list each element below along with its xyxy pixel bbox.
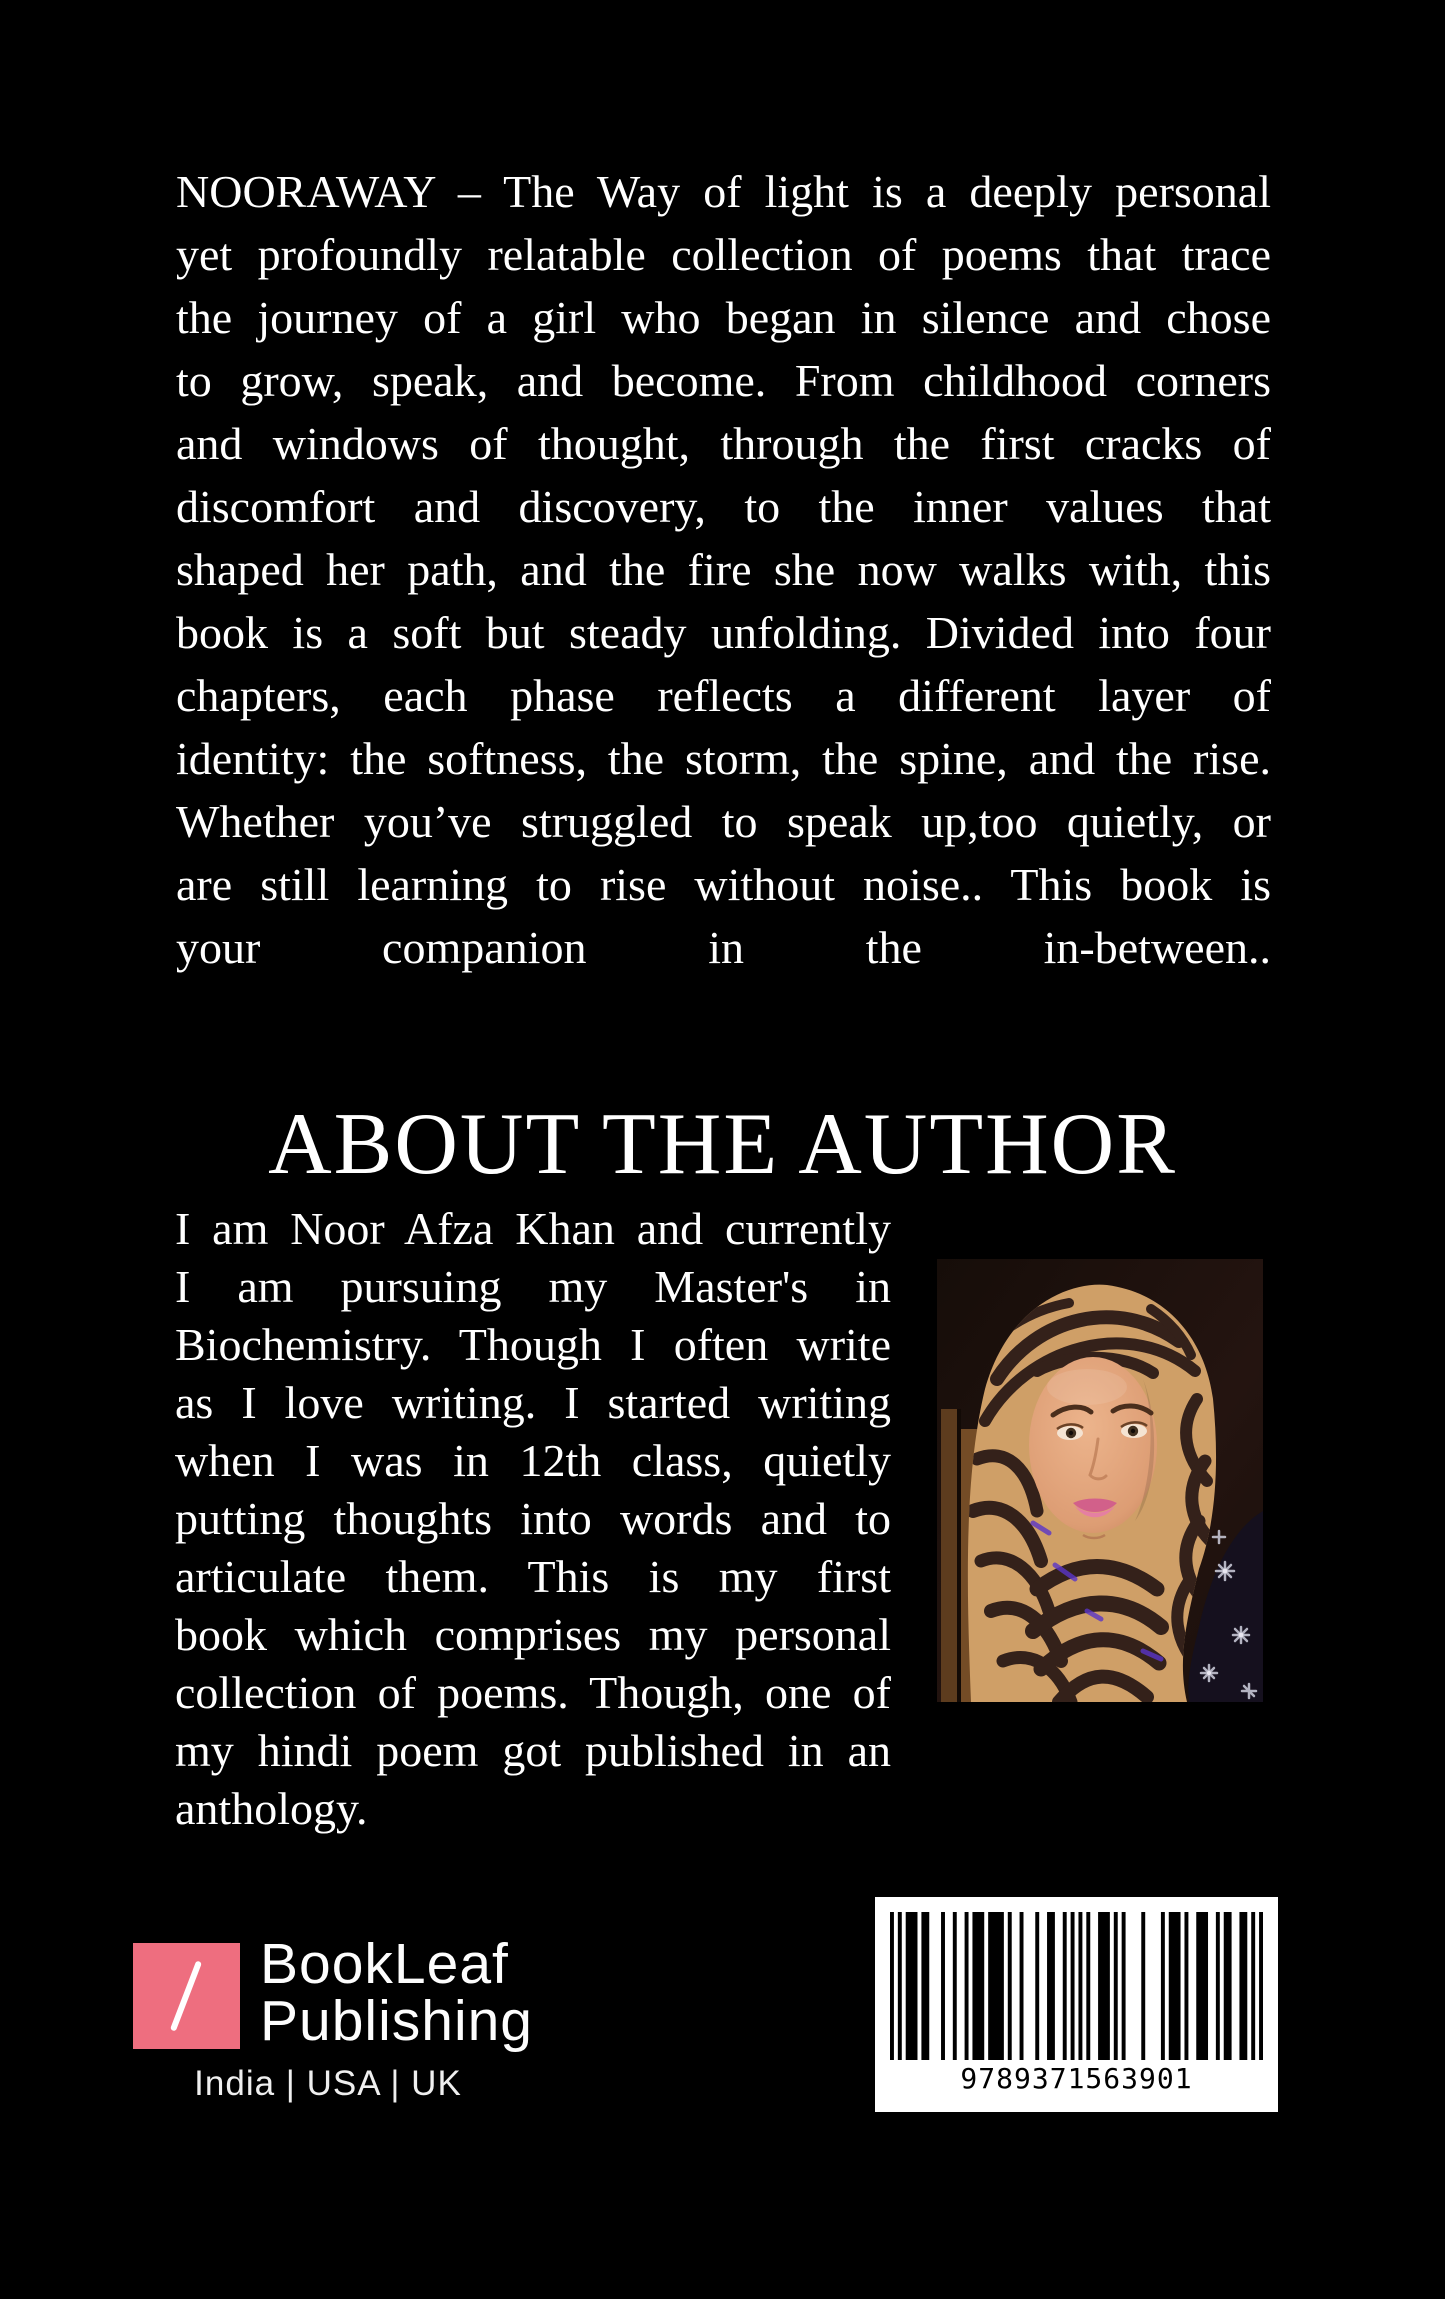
author-bio-line: Biochemistry. Though I often write xyxy=(175,1319,891,1370)
publisher-name xyxy=(260,1932,534,2053)
isbn-barcode xyxy=(875,1897,1278,2112)
author-photo xyxy=(937,1259,1263,1702)
author-bio-line: anthology. xyxy=(175,1783,368,1834)
book-description-line: chapters, each phase reflects a different layer of xyxy=(176,670,1271,721)
author-bio xyxy=(175,1200,891,1838)
publisher-name-line1: BookLeaf xyxy=(260,1932,509,1996)
book-description-line: discomfort and discovery, to the inner values that xyxy=(176,481,1271,532)
author-bio-line: articulate them. This is my first xyxy=(175,1551,891,1602)
author-bio-line: I am Noor Afza Khan and currently xyxy=(175,1203,891,1254)
barcode-bars xyxy=(890,1912,1263,2060)
book-description-line: yet profoundly relatable collection of poems that trace xyxy=(176,229,1271,280)
publisher-name-line2: Publishing xyxy=(260,1989,534,2053)
publisher-regions: India | USA | UK xyxy=(194,2064,462,2103)
book-description-line: are still learning to rise without noise.. This book is xyxy=(176,859,1271,910)
isbn-number: 9789371563901 xyxy=(960,2062,1193,2095)
book-description-line: identity: the softness, the storm, the spine, and the rise. xyxy=(176,733,1271,784)
author-bio-line: my hindi poem got published in an xyxy=(175,1725,891,1776)
author-bio-line: when I was in 12th class, quietly xyxy=(175,1435,891,1486)
about-the-author-heading: ABOUT THE AUTHOR xyxy=(268,1095,1177,1193)
book-description-line: shaped her path, and the fire she now walks with, this xyxy=(176,544,1271,595)
author-bio-line: I am pursuing my Master's in xyxy=(175,1261,891,1312)
author-bio-line: collection of poems. Though, one of xyxy=(175,1667,891,1718)
book-description xyxy=(176,160,1271,979)
book-description-line: your companion in the in-between.. xyxy=(176,922,1271,973)
bookleaf-logo-square xyxy=(133,1943,240,2049)
book-description-line: to grow, speak, and become. From childhood corners xyxy=(176,355,1271,406)
book-description-line: and windows of thought, through the first cracks of xyxy=(176,418,1271,469)
book-description-line: book is a soft but steady unfolding. Divided into four xyxy=(176,607,1271,658)
slash-icon xyxy=(170,1960,202,2031)
author-bio-line: as I love writing. I started writing xyxy=(175,1377,891,1428)
author-bio-line: book which comprises my personal xyxy=(175,1609,891,1660)
author-bio-line: putting thoughts into words and to xyxy=(175,1493,891,1544)
book-description-line: the journey of a girl who began in silence and chose xyxy=(176,292,1271,343)
book-description-line: Whether you’ve struggled to speak up,too quietly, or xyxy=(176,796,1271,847)
book-description-line: NOORAWAY – The Way of light is a deeply personal xyxy=(176,166,1271,217)
